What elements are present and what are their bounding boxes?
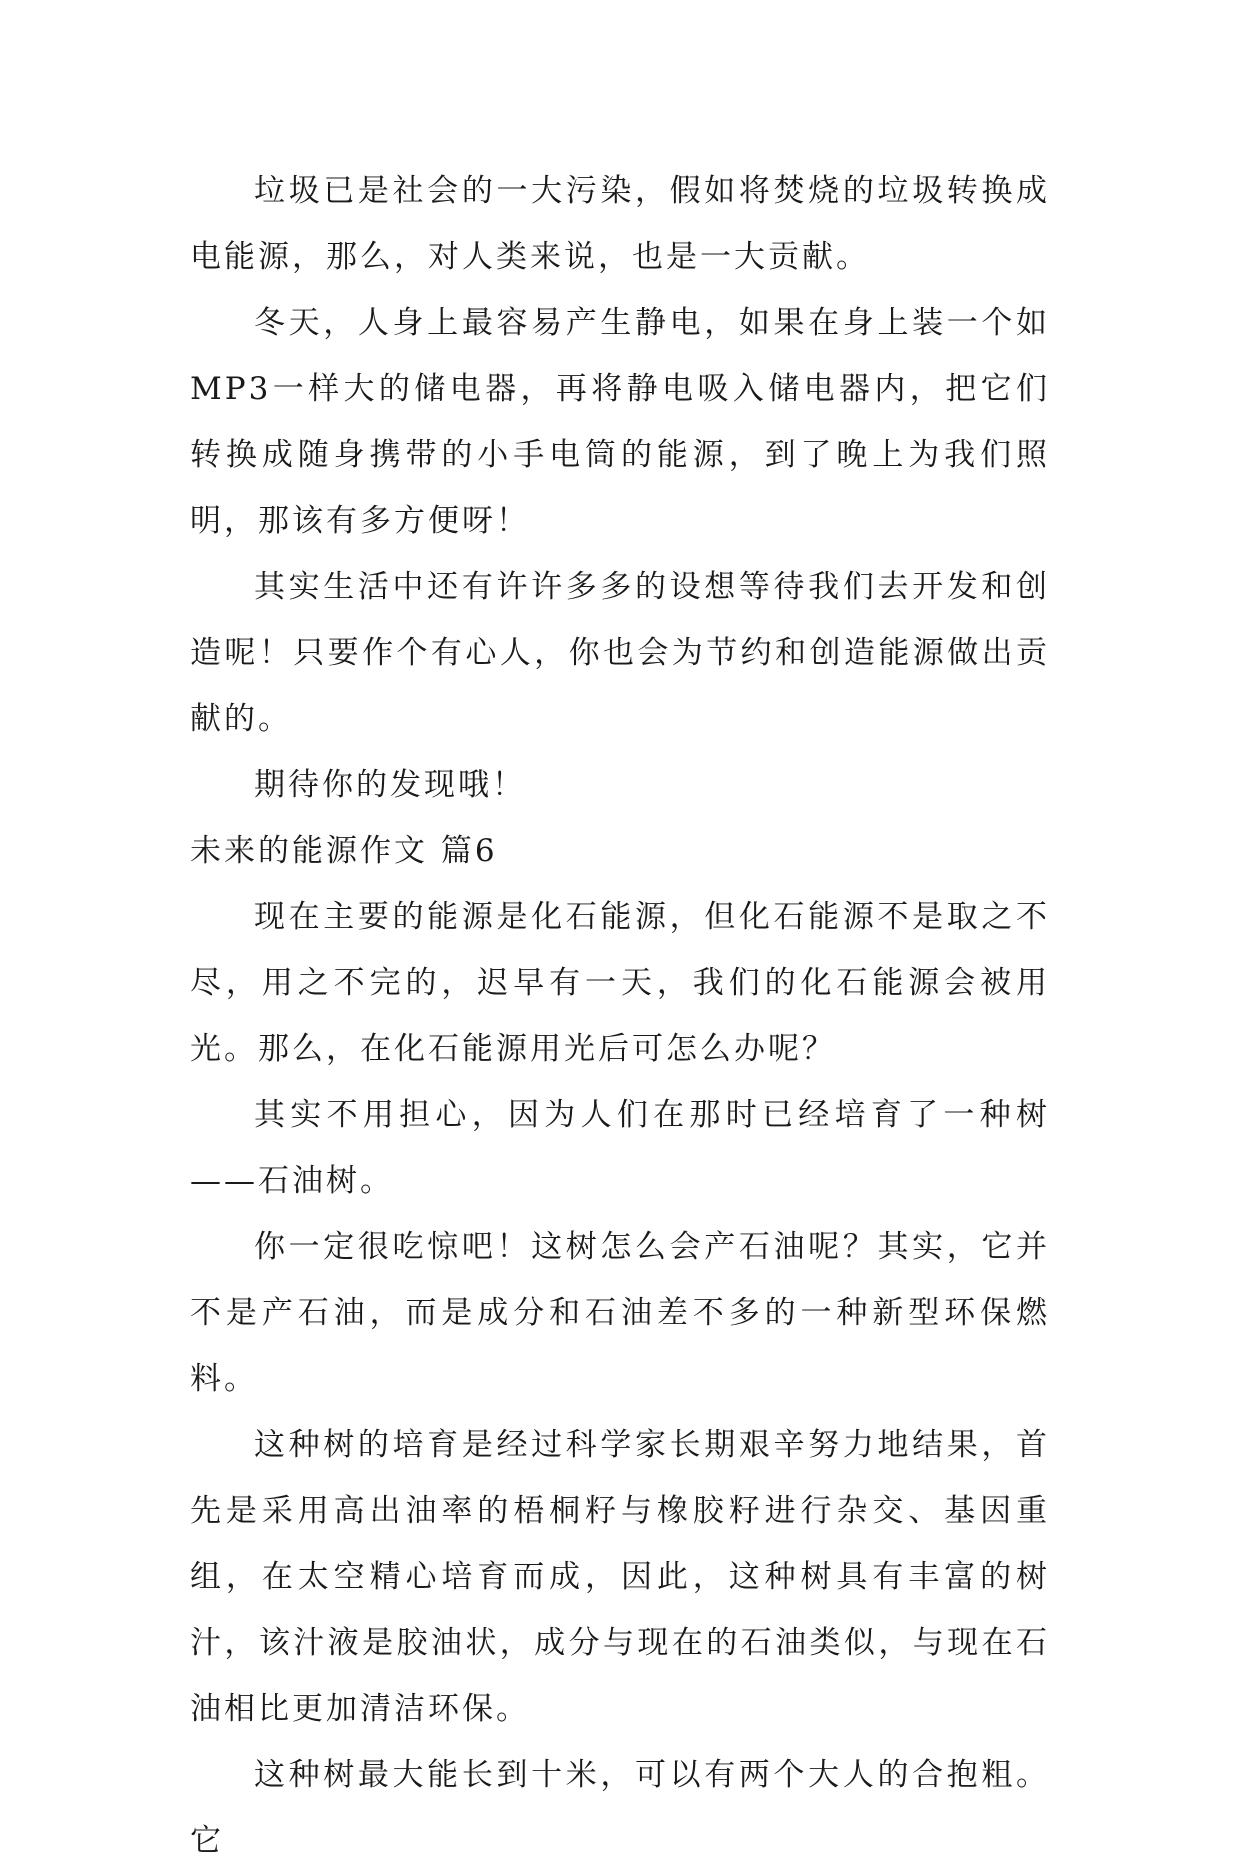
paragraph-oil-tree: 其实不用担心，因为人们在那时已经培育了一种树——石油树。	[190, 1097, 1050, 1199]
paragraph-garbage-energy: 垃圾已是社会的一大污染，假如将焚烧的垃圾转换成电能源，那么，对人类来说，也是一大贡献。	[190, 173, 1050, 275]
essay-body	[190, 158, 1050, 1874]
paragraph-static-electricity: 冬天，人身上最容易产生静电，如果在身上装一个如MP3一样大的储电器，再将静电吸入储电器内，把它们转换成随身携带的小手电筒的能源，到了晚上为我们照明，那该有多方便呀！	[190, 305, 1050, 539]
paragraph-fossil-energy: 现在主要的能源是化石能源，但化石能源不是取之不尽，用之不完的，迟早有一天，我们的化石能源会被用光。那么，在化石能源用光后可怎么办呢？	[190, 899, 1050, 1067]
paragraph-tree-size: 这种树最大能长到十米，可以有两个大人的合抱粗。它	[190, 1757, 1050, 1859]
paragraph-cultivation: 这种树的培育是经过科学家长期艰辛努力地结果，首先是采用高出油率的梧桐籽与橡胶籽进行杂交、基因重组，在太空精心培育而成，因此，这种树具有丰富的树汁，该汁液是胶油状，成分与现在的石油类似，与现在石油相比更加清洁环保。	[190, 1427, 1050, 1727]
paragraph-closing: 期待你的发现哦！	[254, 767, 526, 803]
paragraph-surprise: 你一定很吃惊吧！这树怎么会产石油呢？其实，它并不是产石油，而是成分和石油差不多的一种新型环保燃料。	[190, 1229, 1050, 1397]
paragraph-more-ideas: 其实生活中还有许许多多的设想等待我们去开发和创造呢！只要作个有心人，你也会为节约和创造能源做出贡献的。	[190, 569, 1050, 737]
section-heading: 未来的能源作文 篇6	[190, 833, 498, 869]
